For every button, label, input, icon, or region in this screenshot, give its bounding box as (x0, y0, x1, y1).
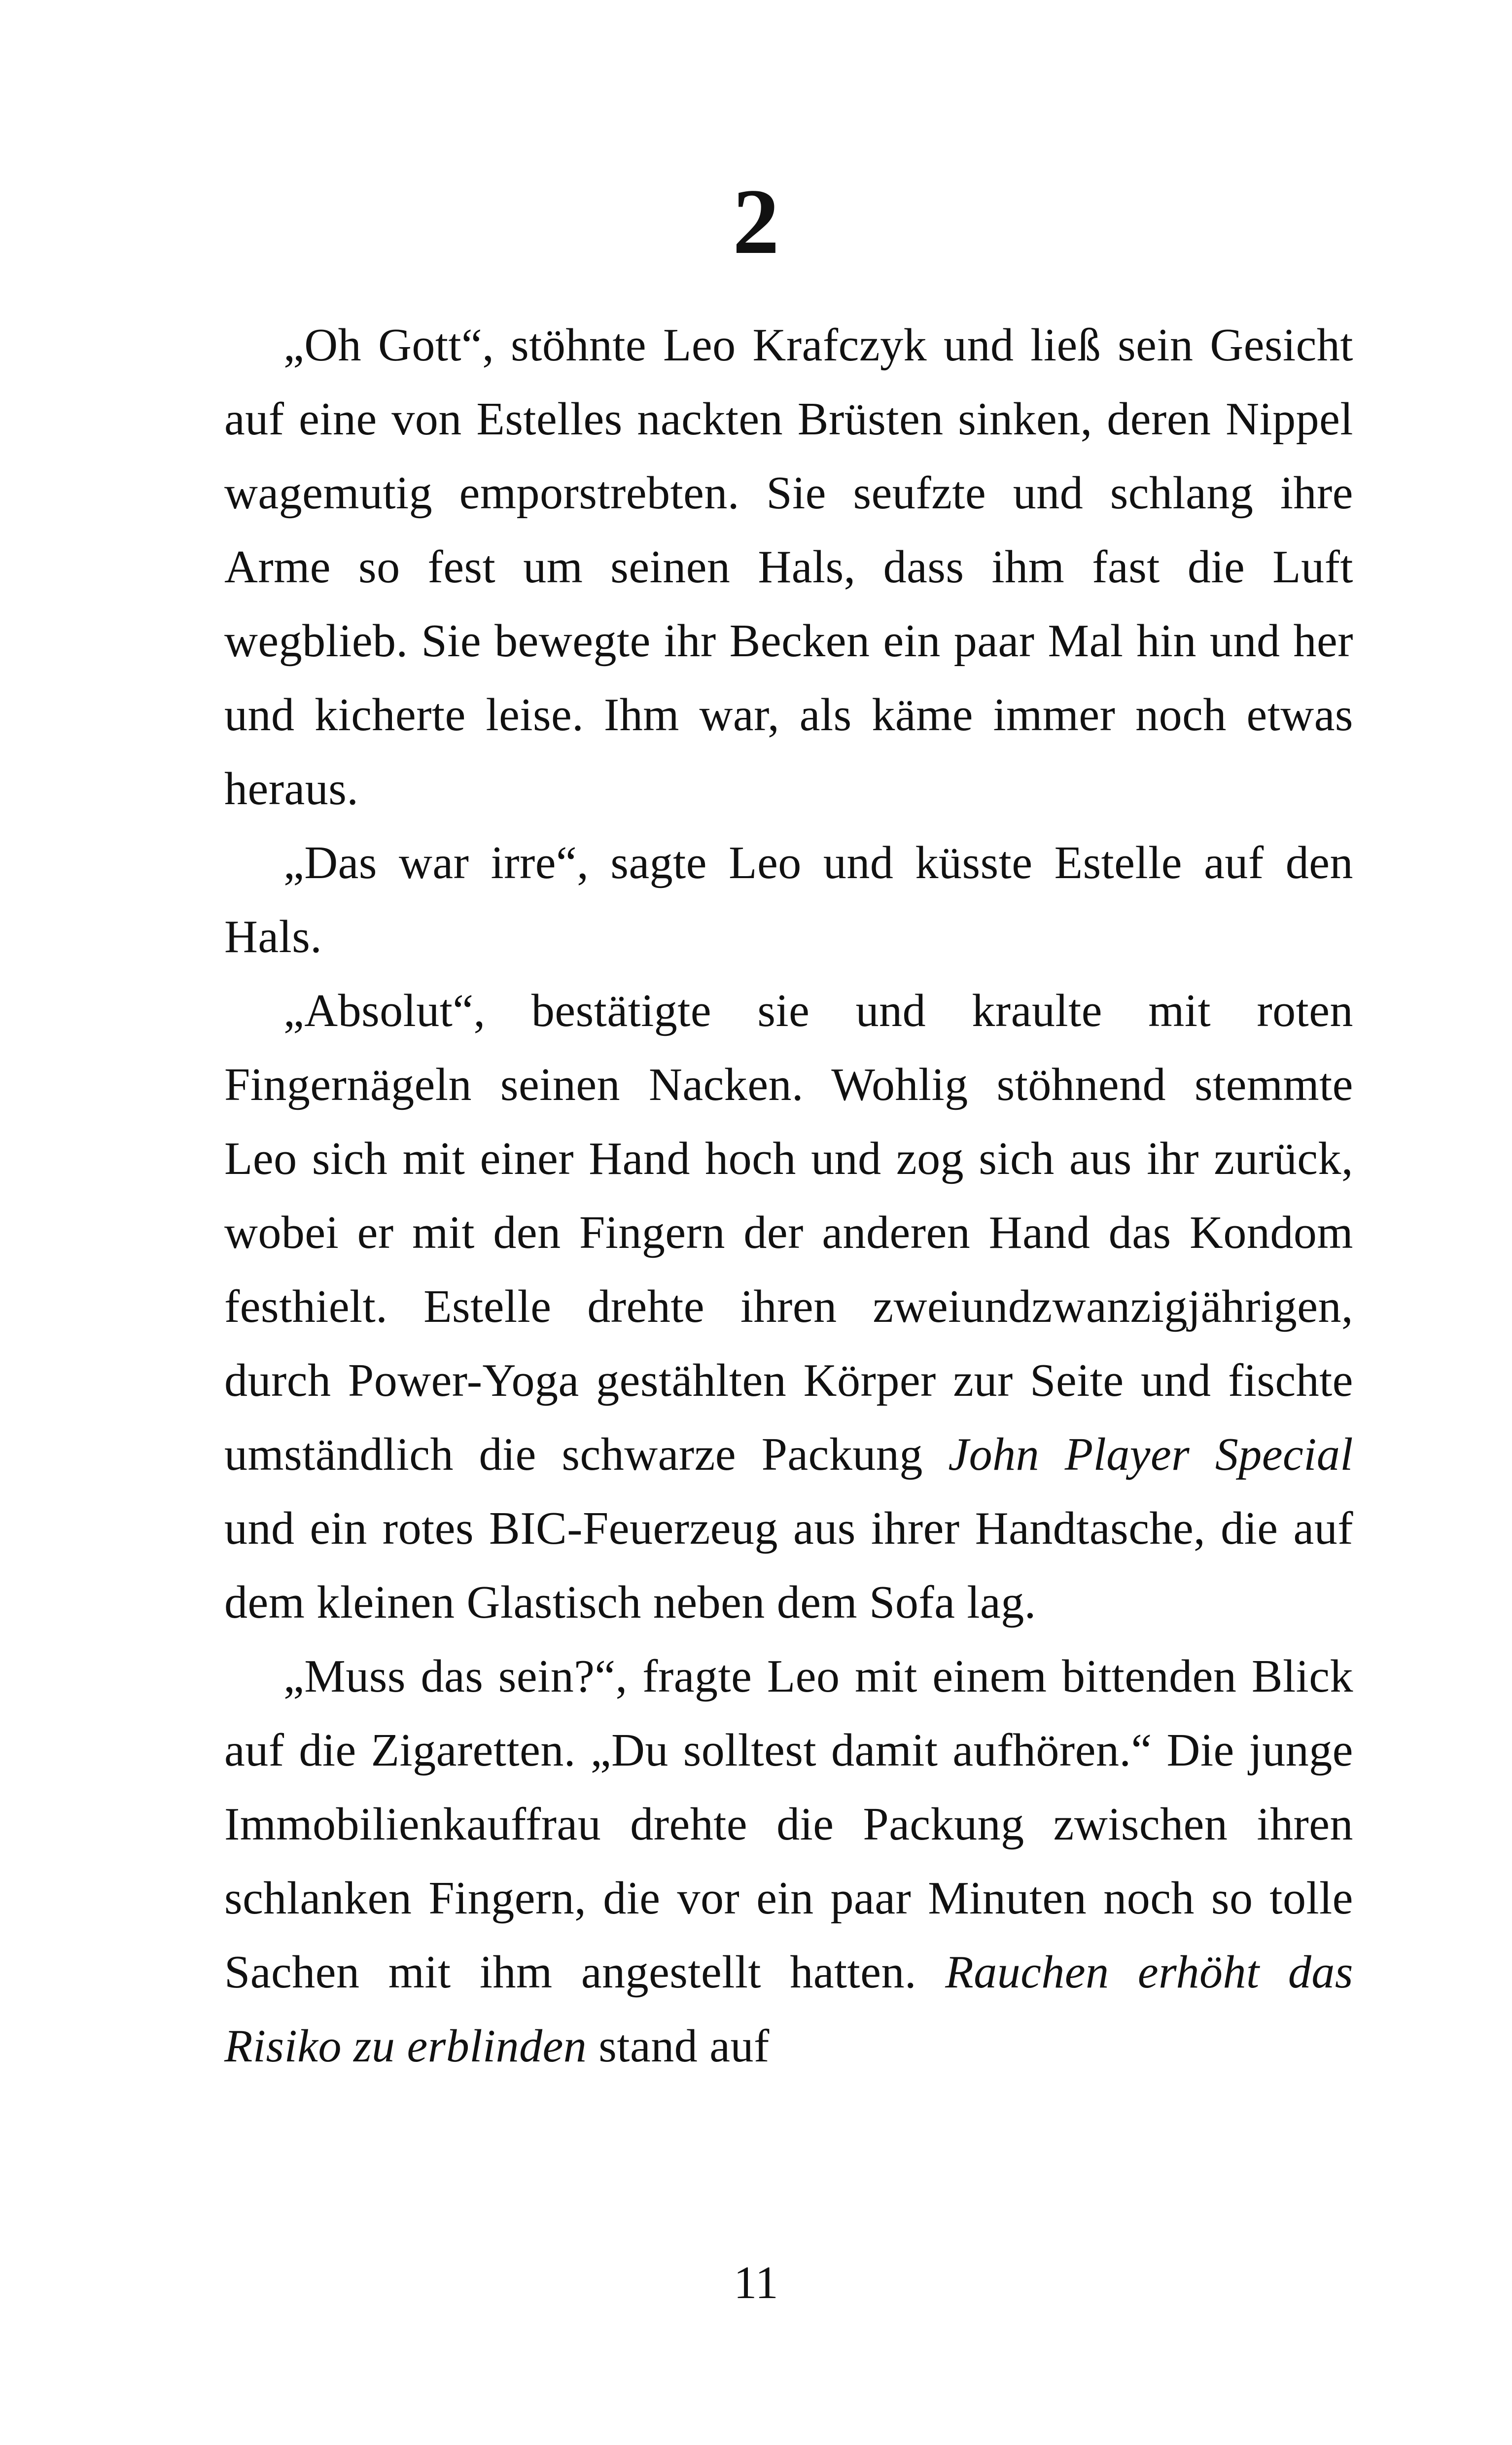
paragraph (224, 1639, 1353, 2083)
italic-warning-text: Rauchen erhöht das Risiko zu erblinden (224, 1947, 1353, 2072)
chapter-number: 2 (733, 170, 779, 274)
paragraph-text: und ein rotes BIC-Feuerzeug aus ihrer Handtasche, die auf dem kleinen Glastisch neben dem Sofa lag. (224, 1503, 1353, 1628)
paragraph (224, 826, 1353, 974)
paragraph (224, 974, 1353, 1639)
chapter-body (224, 308, 1353, 2083)
page-number: 11 (734, 2257, 778, 2308)
paragraph-text: „Oh Gott“, stöhnte Leo Krafczyk und ließ sein Gesicht auf eine von Estelles nackten Brüsten sinken, deren Nippel wagemutig emporstrebten. Sie seufzte und schlang ihre Arme so fest um seinen Hals, dass ihm fast die Luft wegblieb. Sie bewegte ihr Becken ein paar Mal hin und her und kicherte leise. Ihm war, als käme immer noch etwas heraus. (224, 319, 1353, 815)
paragraph-text: „Absolut“, bestätigte sie und kraulte mit roten Fingernägeln seinen Nacken. Wohlig stöhnend stemmte Leo sich mit einer Hand hoch und zog sich aus ihr zurück, wobei er mit den Fingern der anderen Hand das Kondom festhielt. Estelle drehte ihren zweiundzwanzigjährigen, durch Power-Yoga gestählten Körper zur Seite und fischte umständlich die schwarze Packung (224, 985, 1353, 1480)
paragraph (224, 308, 1353, 826)
paragraph-text: „Muss das sein?“, fragte Leo mit einem bittenden Blick auf die Zigaretten. „Du solltest damit aufhören.“ Die junge Immobilienkauffrau drehte die Packung zwischen ihren schlanken Fingern, die vor ein paar Minuten noch so tolle Sachen mit ihm angestellt hatten. (224, 1651, 1353, 1998)
italic-brand-name: John Player Special (948, 1429, 1353, 1480)
paragraph-text: stand auf (587, 2020, 770, 2072)
paragraph-text: „Das war irre“, sagte Leo und küsste Estelle auf den Hals. (224, 837, 1353, 962)
